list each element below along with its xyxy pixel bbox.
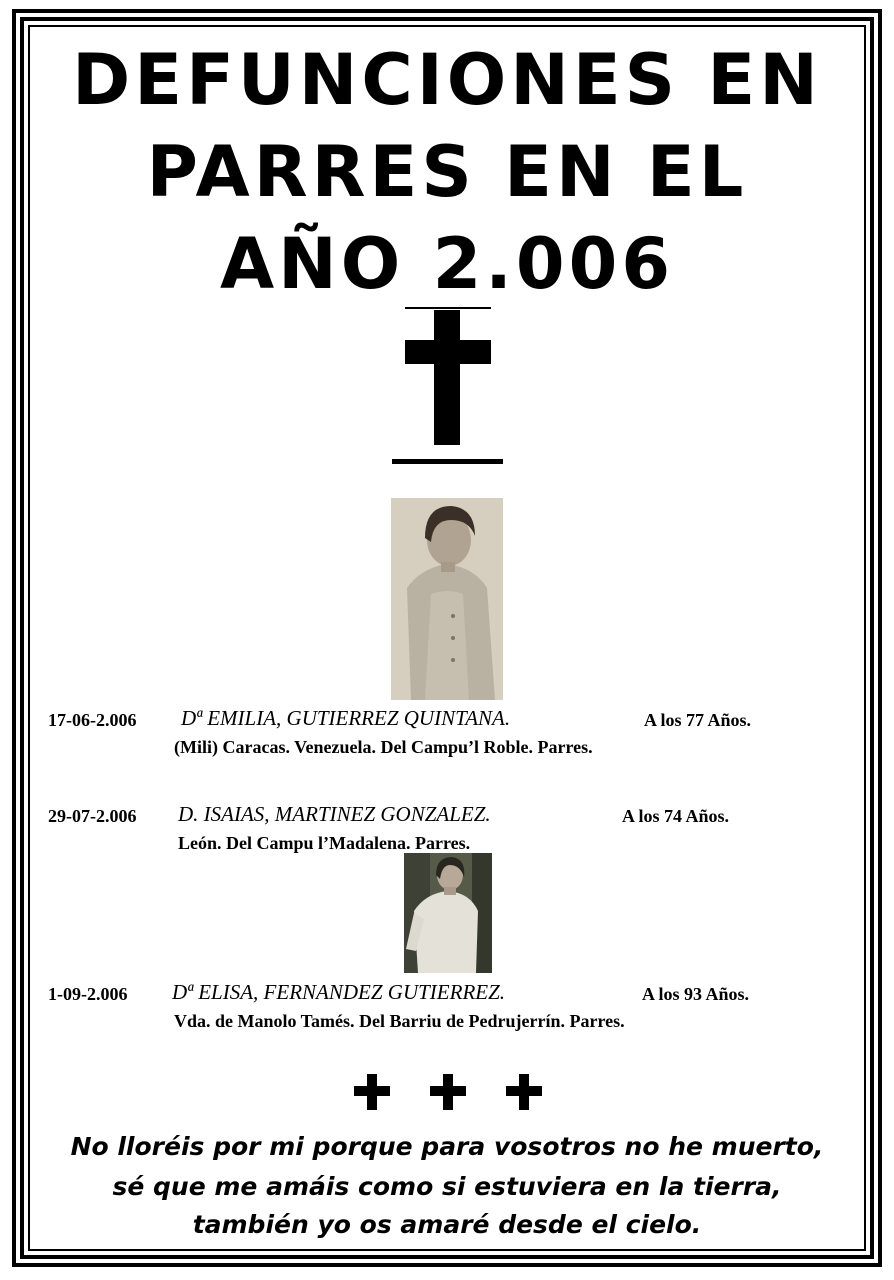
entry-date: 29-07-2.006 (48, 806, 137, 826)
entry-date: 1-09-2.006 (48, 984, 128, 1004)
entry-age: A los 93 Años. (642, 984, 750, 1004)
entry-name: Dª EMILIA, GUTIERREZ QUINTANA. (181, 706, 511, 730)
page-title-line-1: DEFUNCIONES EN (72, 39, 822, 121)
divider (392, 459, 503, 464)
cross-icon (506, 1074, 542, 1110)
page-title-line-3: AÑO 2.006 (219, 223, 675, 305)
poem-line-2: sé que me amáis como si estuviera en la tierra, (112, 1172, 782, 1201)
poem-line-1: No lloréis por mi porque para vosotros no he muerto, (70, 1132, 824, 1161)
entry-detail: (Mili) Caracas. Venezuela. Del Campu’l Roble. Parres. (174, 737, 593, 757)
portrait-photo-elisa (404, 853, 492, 973)
entry-date: 17-06-2.006 (48, 710, 137, 730)
page-title-line-2: PARRES EN EL (146, 131, 748, 213)
entry-age: A los 74 Años. (622, 806, 730, 826)
portrait-photo-emilia (391, 498, 503, 700)
entry-name: D. ISAIAS, MARTINEZ GONZALEZ. (178, 802, 491, 826)
entry-age: A los 77 Años. (644, 710, 752, 730)
entry-name: Dª ELISA, FERNANDEZ GUTIERREZ. (172, 980, 506, 1004)
cross-icon (354, 1074, 390, 1110)
poem-line-3: también yo os amaré desde el cielo. (192, 1210, 702, 1239)
entry-detail: León. Del Campu l’Madalena. Parres. (178, 833, 471, 853)
entry-detail: Vda. de Manolo Tamés. Del Barriu de Pedrujerrín. Parres. (174, 1011, 625, 1031)
cross-icon (430, 1074, 466, 1110)
